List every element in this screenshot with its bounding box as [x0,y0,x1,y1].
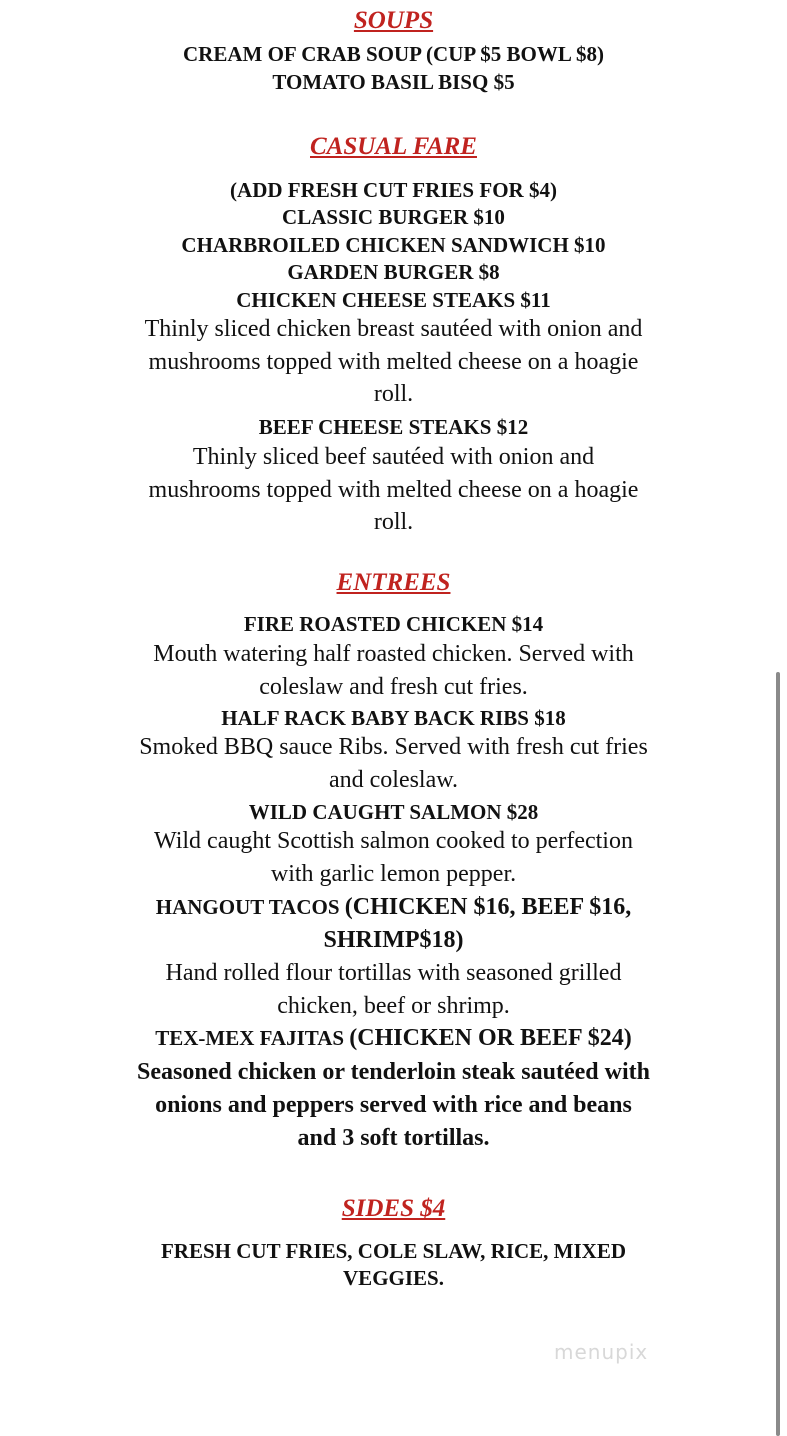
soups-heading: SOUPS [353,7,434,34]
tacos-name: HANGOUT TACOS [155,895,345,919]
tacos-prices: (CHICKEN $16, BEEF $16, [344,894,632,920]
fries-addon-note: (ADD FRESH CUT FRIES FOR $4) [230,178,557,202]
sides-list: FRESH CUT FRIES, COLE SLAW, RICE, MIXED [160,1239,627,1263]
menu-item-hangout-tacos [0,894,787,920]
item-description: Smoked BBQ sauce Ribs. Served with fresh cut fries [139,734,648,760]
menu-item-beef-cheese-steaks: BEEF CHEESE STEAKS $12 [258,415,529,439]
item-description: Mouth watering half roasted chicken. Served with [153,641,634,667]
item-description: chicken, beef or shrimp. [277,993,510,1019]
fajitas-name: TEX-MEX FAJITAS [155,1026,350,1050]
entrees-heading: ENTREES [336,569,451,596]
menupix-watermark: menupix [554,1340,649,1364]
scrollbar[interactable] [776,672,780,1436]
item-description: and coleslaw. [328,767,459,793]
fajitas-price: (CHICKEN OR BEEF $24) [349,1025,632,1051]
menu-item-chicken-cheese-steaks: CHICKEN CHEESE STEAKS $11 [236,288,551,312]
tacos-prices-cont [0,927,787,953]
tacos-price-shrimp: SHRIMP$18) [323,927,464,953]
item-description: coleslaw and fresh cut fries. [259,674,528,700]
menu-item-wild-salmon: WILD CAUGHT SALMON $28 [248,800,539,824]
menu-item-garden-burger: GARDEN BURGER $8 [287,260,500,284]
item-description: Thinly sliced beef sautéed with onion and [192,444,595,470]
sides-heading: SIDES $4 [341,1195,446,1222]
menu-item-classic-burger: CLASSIC BURGER $10 [282,205,505,229]
item-description: Seasoned chicken or tenderloin steak sautéed with [137,1059,650,1085]
menu-item-baby-back-ribs: HALF RACK BABY BACK RIBS $18 [221,706,566,730]
menu-item-chicken-sandwich: CHARBROILED CHICKEN SANDWICH $10 [181,233,606,257]
casual-fare-heading: CASUAL FARE [310,133,477,160]
item-description: mushrooms topped with melted cheese on a hoagie [148,477,639,503]
item-description: Thinly sliced chicken breast sautéed with onion and [144,316,643,342]
item-description: and 3 soft tortillas. [297,1125,490,1151]
item-description: with garlic lemon pepper. [270,861,517,887]
menu-item-tomato-bisq: TOMATO BASIL BISQ $5 [272,70,515,94]
menu-item-fire-roasted-chicken: FIRE ROASTED CHICKEN $14 [243,612,544,636]
sides-list: VEGGIES. [343,1266,444,1290]
item-description: Hand rolled flour tortillas with seasoned grilled [165,960,622,986]
item-description: Wild caught Scottish salmon cooked to perfection [154,828,633,854]
item-description: roll. [373,509,414,535]
item-description: onions and peppers served with rice and beans [155,1092,632,1118]
menu-item-crab-soup: CREAM OF CRAB SOUP (CUP $5 BOWL $8) [183,42,604,66]
item-description: mushrooms topped with melted cheese on a hoagie [148,349,639,375]
menu-item-tex-mex-fajitas [0,1025,787,1051]
item-description: roll. [373,381,414,407]
